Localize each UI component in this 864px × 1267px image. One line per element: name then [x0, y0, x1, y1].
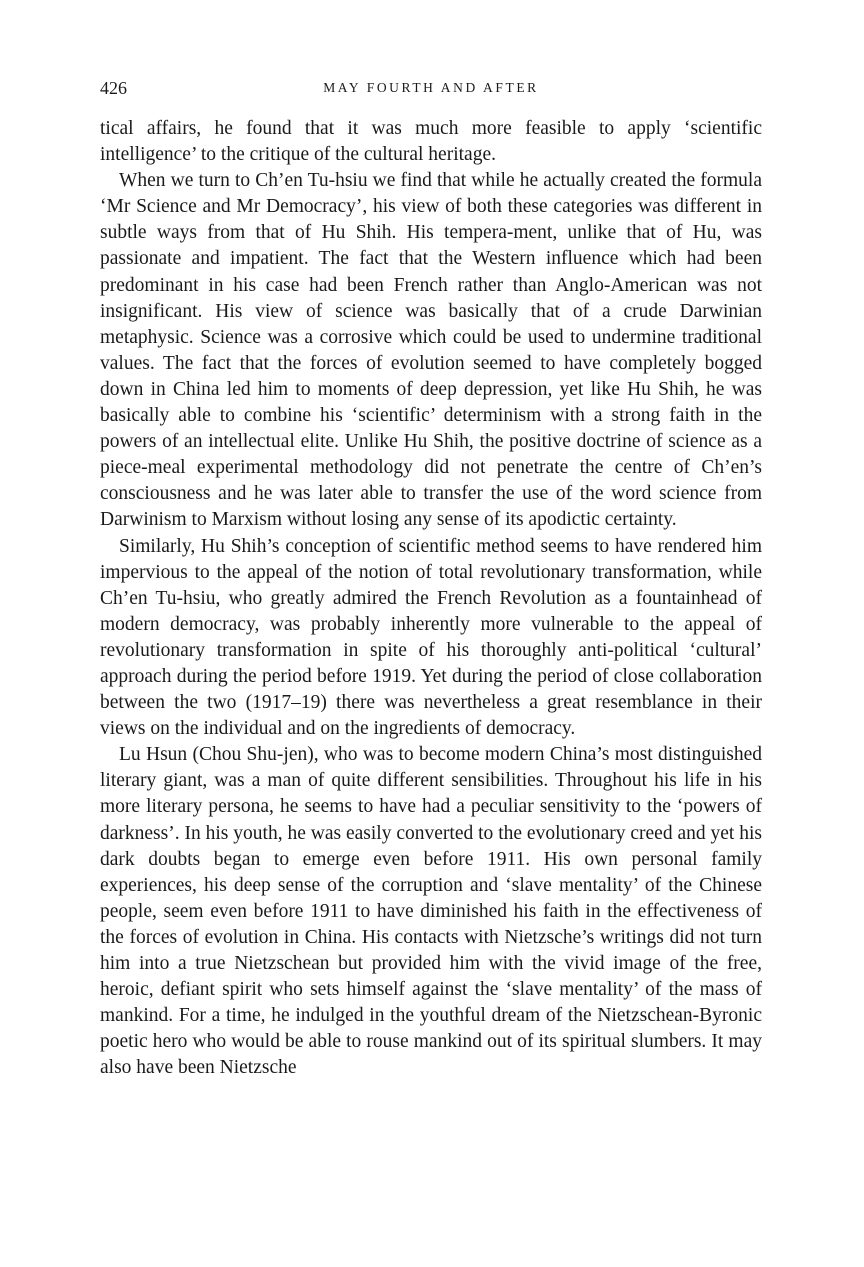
- running-head: [100, 74, 762, 102]
- paragraph-lu-hsun: Lu Hsun (Chou Shu-jen), who was to become modern China’s most distinguished literary giant, was a man of quite different sensibilities. Throughout his life in his more literary persona, he seems to have had a peculiar sensitivity to the ‘powers of darkness’. In his youth, he was easily converted to the evolutionary creed and yet his dark doubts began to emerge even before 1911. His own personal family experiences, his deep sense of the corruption and ‘slave mentality’ of the Chinese people, seem even before 1911 to have diminished his faith in the effectiveness of the forces of evolution in China. His contacts with Nietzsche’s writings did not turn him into a true Nietzschean but provided him with the vivid image of the free, heroic, defiant spirit who sets himself against the ‘slave mentality’ of the mass of mankind. For a time, he indulged in the youthful dream of the Nietzschean-Byronic poetic hero who would be able to rouse mankind out of its spiritual slumbers. It may also have been Nietzsche: [100, 744, 762, 1079]
- book-page: [100, 74, 762, 1081]
- paragraph-scientific-method: Similarly, Hu Shih’s conception of scientific method seems to have rendered him impervious to the appeal of the notion of total revolutionary transformation, while Ch’en Tu-hsiu, who greatly admired the French Revolution as a fountainhead of modern democracy, was probably inherently more vulnerable to the appeal of revolutionary transformation in spite of his thoroughly anti-political ‘cultural’ approach during the period before 1919. Yet during the period of close collaboration between the two (1917–19) there was nevertheless a great resemblance in their views on the individual and on the ingredients of democracy.: [100, 535, 762, 740]
- body-text: [100, 116, 762, 1081]
- page-number: 426: [100, 78, 127, 98]
- running-title: MAY FOURTH AND AFTER: [323, 80, 539, 95]
- paragraph-continuation: tical affairs, he found that it was much more feasible to apply ‘scientific intelligence’ to the critique of the cultural heritage.: [100, 118, 762, 166]
- paragraph-chen-tu-hsiu: When we turn to Ch’en Tu-hsiu we find that while he actually created the formula ‘Mr Science and Mr Democracy’, his view of both these categories was different in subtle ways from that of Hu Shih. His tempera-ment, unlike that of Hu, was passionate and impatient. The fact that the Western influence which had been predominant in his case had been French rather than Anglo-American was not insignificant. His view of science was basically that of a crude Darwinian metaphysic. Science was a corrosive which could be used to undermine traditional values. The fact that the forces of evolution seemed to have completely bogged down in China led him to moments of deep depression, yet like Hu Shih, he was basically able to combine his ‘scientific’ determinism with a strong faith in the powers of an intellectual elite. Unlike Hu Shih, the positive doctrine of science as a piece-meal experimental methodology did not penetrate the centre of Ch’en’s consciousness and he was later able to transfer the use of the word science from Darwinism to Marxism without losing any sense of its apodictic certainty.: [100, 170, 762, 531]
